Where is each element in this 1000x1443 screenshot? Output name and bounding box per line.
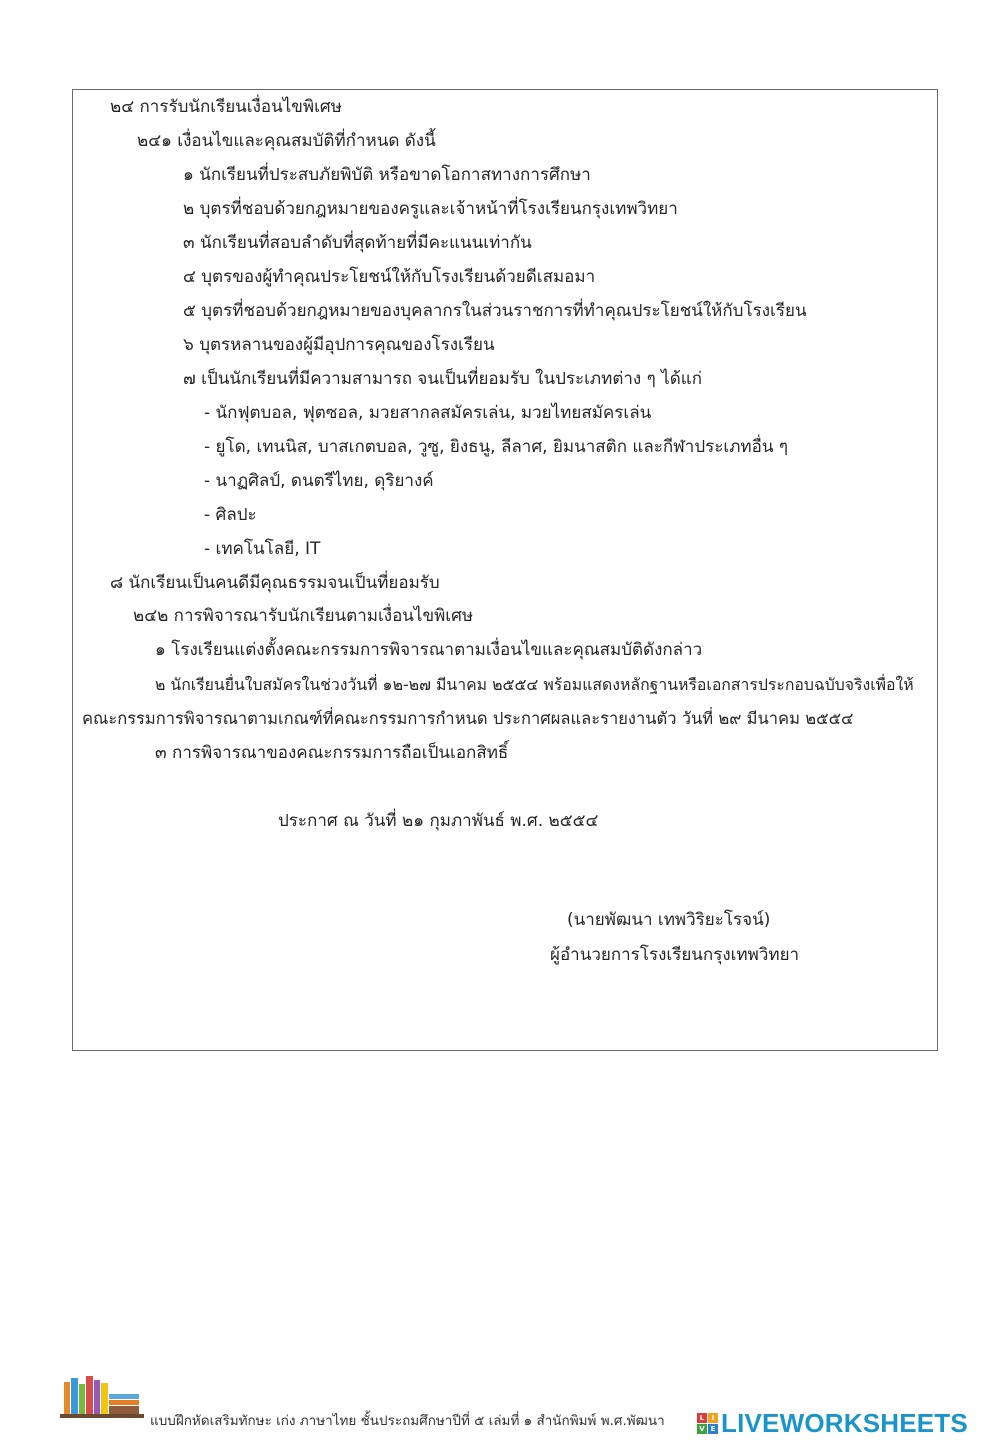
- section-heading: ๒๔ การรับนักเรียนเงื่อนไขพิเศษ: [110, 97, 342, 117]
- list-item: ๗ เป็นนักเรียนที่มีความสามารถ จนเป็นที่ยอมรับ ในประเภทต่าง ๆ ได้แก่: [183, 369, 703, 389]
- announcement-date: ประกาศ ณ วันที่ ๒๑ กุมภาพันธ์ พ.ศ. ๒๕๕๔: [278, 811, 599, 831]
- list-item: ๓ การพิจารณาของคณะกรรมการถือเป็นเอกสิทธิ์: [155, 743, 509, 763]
- logo-letter: I: [708, 1413, 718, 1423]
- sub-list-item: - นักฟุตบอล, ฟุตซอล, มวยสากลสมัครเล่น, มวยไทยสมัครเล่น: [204, 403, 652, 423]
- list-item: ๒ บุตรที่ชอบด้วยกฎหมายของครูและเจ้าหน้าที่โรงเรียนกรุงเทพวิทยา: [183, 199, 678, 219]
- sub-list-item: - ศิลปะ: [204, 505, 257, 525]
- liveworksheets-wordmark: LIVEWORKSHEETS: [721, 1408, 968, 1438]
- list-item: ๑ นักเรียนที่ประสบภัยพิบัติ หรือขาดโอกาสทางการศึกษา: [183, 165, 591, 185]
- footer-caption: แบบฝึกหัดเสริมทักษะ เก่ง ภาษาไทย ชั้นประถมศึกษาปีที่ ๕ เล่มที่ ๑ สำนักพิมพ์ พ.ศ.พัฒนา: [150, 1413, 665, 1429]
- signer-title: ผู้อำนวยการโรงเรียนกรุงเทพวิทยา: [550, 945, 800, 965]
- list-item: ๑ โรงเรียนแต่งตั้งคณะกรรมการพิจารณาตามเงื่อนไขและคุณสมบัติดังกล่าว: [155, 640, 703, 660]
- liveworksheets-logo[interactable]: [697, 1408, 968, 1439]
- list-item: ๕ บุตรที่ชอบด้วยกฎหมายของบุคลากรในส่วนราชการที่ทำคุณประโยชน์ให้กับโรงเรียน: [183, 301, 807, 321]
- logo-letter: L: [697, 1413, 707, 1423]
- list-item: ๒ นักเรียนยื่นใบสมัครในช่วงวันที่ ๑๒-๒๗ มีนาคม ๒๕๕๔ พร้อมแสดงหลักฐานหรือเอกสารประกอบฉบับจริงเพื่อให้: [155, 675, 914, 694]
- subsection-heading: ๒๔๑ เงื่อนไขและคุณสมบัติที่กำหนด ดังนี้: [137, 131, 436, 151]
- sub-list-item: - นาฏศิลป์, ดนตรีไทย, ดุริยางค์: [204, 471, 434, 491]
- sub-list-item: - เทคโนโลยี, IT: [204, 539, 321, 559]
- books-icon: [60, 1374, 144, 1420]
- list-item: ๘ นักเรียนเป็นคนดีมีคุณธรรมจนเป็นที่ยอมรับ: [110, 573, 440, 593]
- signer-name: (นายพัฒนา เทพวิริยะโรจน์): [567, 910, 771, 930]
- list-item: ๓ นักเรียนที่สอบลำดับที่สุดท้ายที่มีคะแนนเท่ากัน: [183, 233, 532, 253]
- list-item: ๖ บุตรหลานของผู้มีอุปการคุณของโรงเรียน: [183, 335, 495, 355]
- subsection-heading: ๒๔๒ การพิจารณารับนักเรียนตามเงื่อนไขพิเศษ: [133, 606, 474, 626]
- paragraph-continuation: คณะกรรมการพิจารณาตามเกณฑ์ที่คณะกรรมการกำหนด ประกาศผลและรายงานตัว วันที่ ๒๙ มีนาคม ๒๕๕๔: [82, 709, 854, 728]
- list-item: ๔ บุตรของผู้ทำคุณประโยชน์ให้กับโรงเรียนด้วยดีเสมอมา: [183, 267, 596, 287]
- sub-list-item: - ยูโด, เทนนิส, บาสเกตบอล, วูซู, ยิงธนู, ลีลาศ, ยิมนาสติก และกีฬาประเภทอื่น ๆ: [204, 437, 788, 457]
- logo-letter: V: [697, 1424, 707, 1434]
- logo-letter: E: [708, 1424, 718, 1434]
- liveworksheets-logo-icon: [697, 1413, 718, 1434]
